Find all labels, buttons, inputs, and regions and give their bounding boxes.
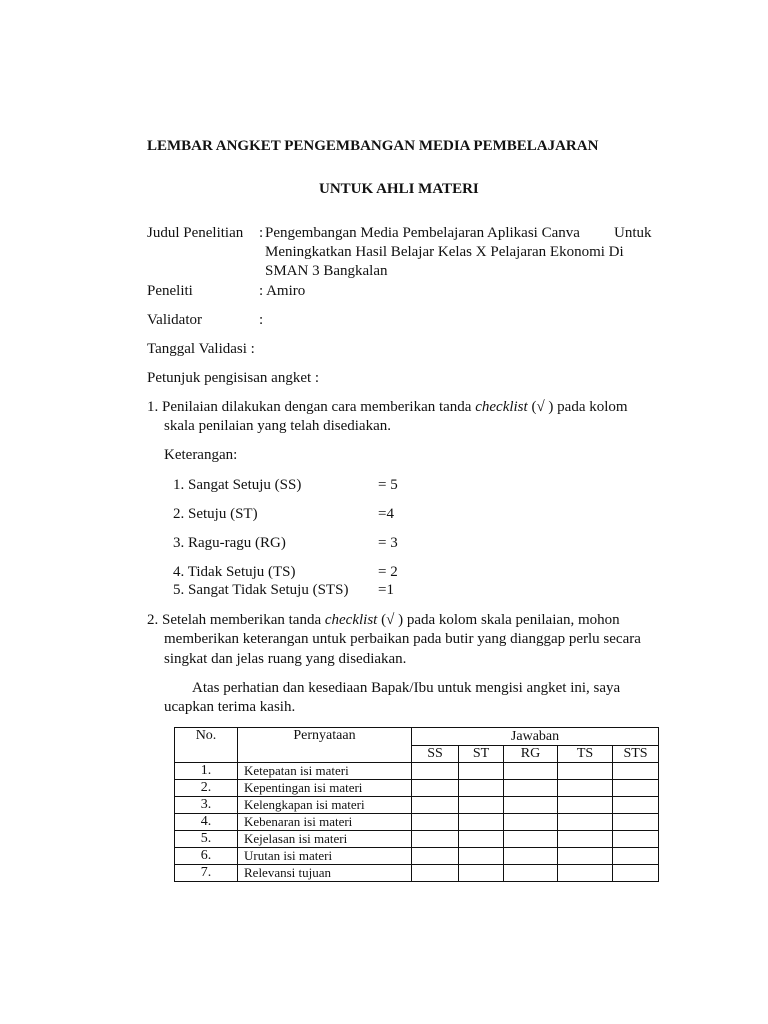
judul-value-line1: Pengembangan Media Pembelajaran Aplikasi Canva <box>265 225 580 241</box>
instruction-2-line1: 2. Setelah memberikan tanda checklist (√ ) pada kolom skala penilaian, mohon <box>147 612 620 628</box>
row-statement: Relevansi tujuan <box>238 865 412 882</box>
answer-cell-ss[interactable] <box>412 848 459 865</box>
instruction-1-line2: skala penilaian yang telah disediakan. <box>164 418 391 434</box>
answer-cell-sts[interactable] <box>613 780 659 797</box>
row-statement: Urutan isi materi <box>238 848 412 865</box>
answer-cell-rg[interactable] <box>504 763 558 780</box>
judul-value-line2: Meningkatkan Hasil Belajar Kelas X Pelajaran Ekonomi Di <box>265 244 624 260</box>
keterangan-label: Keterangan: <box>164 447 238 463</box>
answer-cell-sts[interactable] <box>613 865 659 882</box>
row-statement: Kelengkapan isi materi <box>238 797 412 814</box>
answer-cell-st[interactable] <box>459 814 504 831</box>
closing-line1: Atas perhatian dan kesediaan Bapak/Ibu untuk mengisi angket ini, saya <box>192 680 621 696</box>
judul-value-line3: SMAN 3 Bangkalan <box>265 263 388 279</box>
answer-cell-st[interactable] <box>459 865 504 882</box>
answer-cell-rg[interactable] <box>504 814 558 831</box>
scale-item-value: = 5 <box>378 477 398 493</box>
answer-cell-sts[interactable] <box>613 797 659 814</box>
table-row <box>175 831 659 848</box>
tanggal-validasi-label: Tanggal Validasi : <box>147 341 255 357</box>
answer-cell-ss[interactable] <box>412 763 459 780</box>
table-row <box>175 763 659 780</box>
column-header-no: No. <box>175 728 238 763</box>
instruction-2-line3: singkat dan jelas ruang yang disediakan. <box>164 651 407 667</box>
answer-cell-ts[interactable] <box>558 797 613 814</box>
answer-option-header: ST <box>459 746 504 763</box>
row-statement: Ketepatan isi materi <box>238 763 412 780</box>
answer-cell-ts[interactable] <box>558 780 613 797</box>
scale-item-label: 4. Tidak Setuju (TS) <box>173 564 296 580</box>
answer-cell-st[interactable] <box>459 763 504 780</box>
validator-label: Validator <box>147 312 202 328</box>
answer-cell-rg[interactable] <box>504 865 558 882</box>
answer-cell-ts[interactable] <box>558 865 613 882</box>
scale-item-value: = 3 <box>378 535 398 551</box>
answer-cell-sts[interactable] <box>613 763 659 780</box>
column-header-statement: Pernyataan <box>238 728 412 763</box>
answer-cell-st[interactable] <box>459 797 504 814</box>
table-row <box>175 780 659 797</box>
answer-option-header: SS <box>412 746 459 763</box>
peneliti-value: : Amiro <box>259 283 306 299</box>
column-header-answer: Jawaban <box>412 728 659 746</box>
table-row <box>175 865 659 882</box>
judul-label: Judul Penelitian <box>147 225 244 241</box>
answer-cell-ss[interactable] <box>412 797 459 814</box>
answer-cell-ss[interactable] <box>412 780 459 797</box>
instruction-1-line1: 1. Penilaian dilakukan dengan cara memberikan tanda checklist (√ ) pada kolom <box>147 399 628 415</box>
table-row <box>175 848 659 865</box>
judul-value-line1-end: Untuk <box>614 225 652 241</box>
scale-item-label: 1. Sangat Setuju (SS) <box>173 477 302 493</box>
answer-cell-ts[interactable] <box>558 831 613 848</box>
scale-item-value: = 2 <box>378 564 398 580</box>
answer-cell-ss[interactable] <box>412 831 459 848</box>
table-row <box>175 797 659 814</box>
assessment-table <box>174 727 659 882</box>
answer-cell-ts[interactable] <box>558 814 613 831</box>
answer-cell-ss[interactable] <box>412 814 459 831</box>
document-subtitle: UNTUK AHLI MATERI <box>319 181 479 197</box>
row-number: 6. <box>175 848 238 865</box>
answer-cell-ts[interactable] <box>558 848 613 865</box>
answer-option-header: TS <box>558 746 613 763</box>
answer-cell-st[interactable] <box>459 848 504 865</box>
scale-item-label: 5. Sangat Tidak Setuju (STS) <box>173 582 349 598</box>
scale-item-value: =1 <box>378 582 394 598</box>
row-number: 3. <box>175 797 238 814</box>
row-statement: Kebenaran isi materi <box>238 814 412 831</box>
answer-cell-sts[interactable] <box>613 848 659 865</box>
answer-cell-sts[interactable] <box>613 831 659 848</box>
answer-cell-st[interactable] <box>459 780 504 797</box>
answer-option-header: RG <box>504 746 558 763</box>
row-statement: Kejelasan isi materi <box>238 831 412 848</box>
petunjuk-heading: Petunjuk pengisisan angket : <box>147 370 320 386</box>
answer-cell-rg[interactable] <box>504 848 558 865</box>
scale-item-label: 3. Ragu-ragu (RG) <box>173 535 286 551</box>
judul-colon: : <box>259 225 264 241</box>
table-row <box>175 814 659 831</box>
answer-cell-rg[interactable] <box>504 780 558 797</box>
row-number: 7. <box>175 865 238 882</box>
row-number: 5. <box>175 831 238 848</box>
scale-item-value: =4 <box>378 506 394 522</box>
document-title: LEMBAR ANGKET PENGEMBANGAN MEDIA PEMBELAJARAN <box>147 138 599 154</box>
answer-cell-ts[interactable] <box>558 763 613 780</box>
peneliti-label: Peneliti <box>147 283 193 299</box>
row-number: 2. <box>175 780 238 797</box>
answer-cell-rg[interactable] <box>504 797 558 814</box>
row-number: 1. <box>175 763 238 780</box>
instruction-2-line2: memberikan keterangan untuk perbaikan pada butir yang dianggap perlu secara <box>164 631 641 647</box>
scale-item-label: 2. Setuju (ST) <box>173 506 258 522</box>
closing-line2: ucapkan terima kasih. <box>164 699 296 715</box>
validator-value: : <box>259 312 264 328</box>
row-number: 4. <box>175 814 238 831</box>
answer-cell-st[interactable] <box>459 831 504 848</box>
answer-cell-ss[interactable] <box>412 865 459 882</box>
answer-cell-rg[interactable] <box>504 831 558 848</box>
answer-cell-sts[interactable] <box>613 814 659 831</box>
row-statement: Kepentingan isi materi <box>238 780 412 797</box>
answer-option-header: STS <box>613 746 659 763</box>
